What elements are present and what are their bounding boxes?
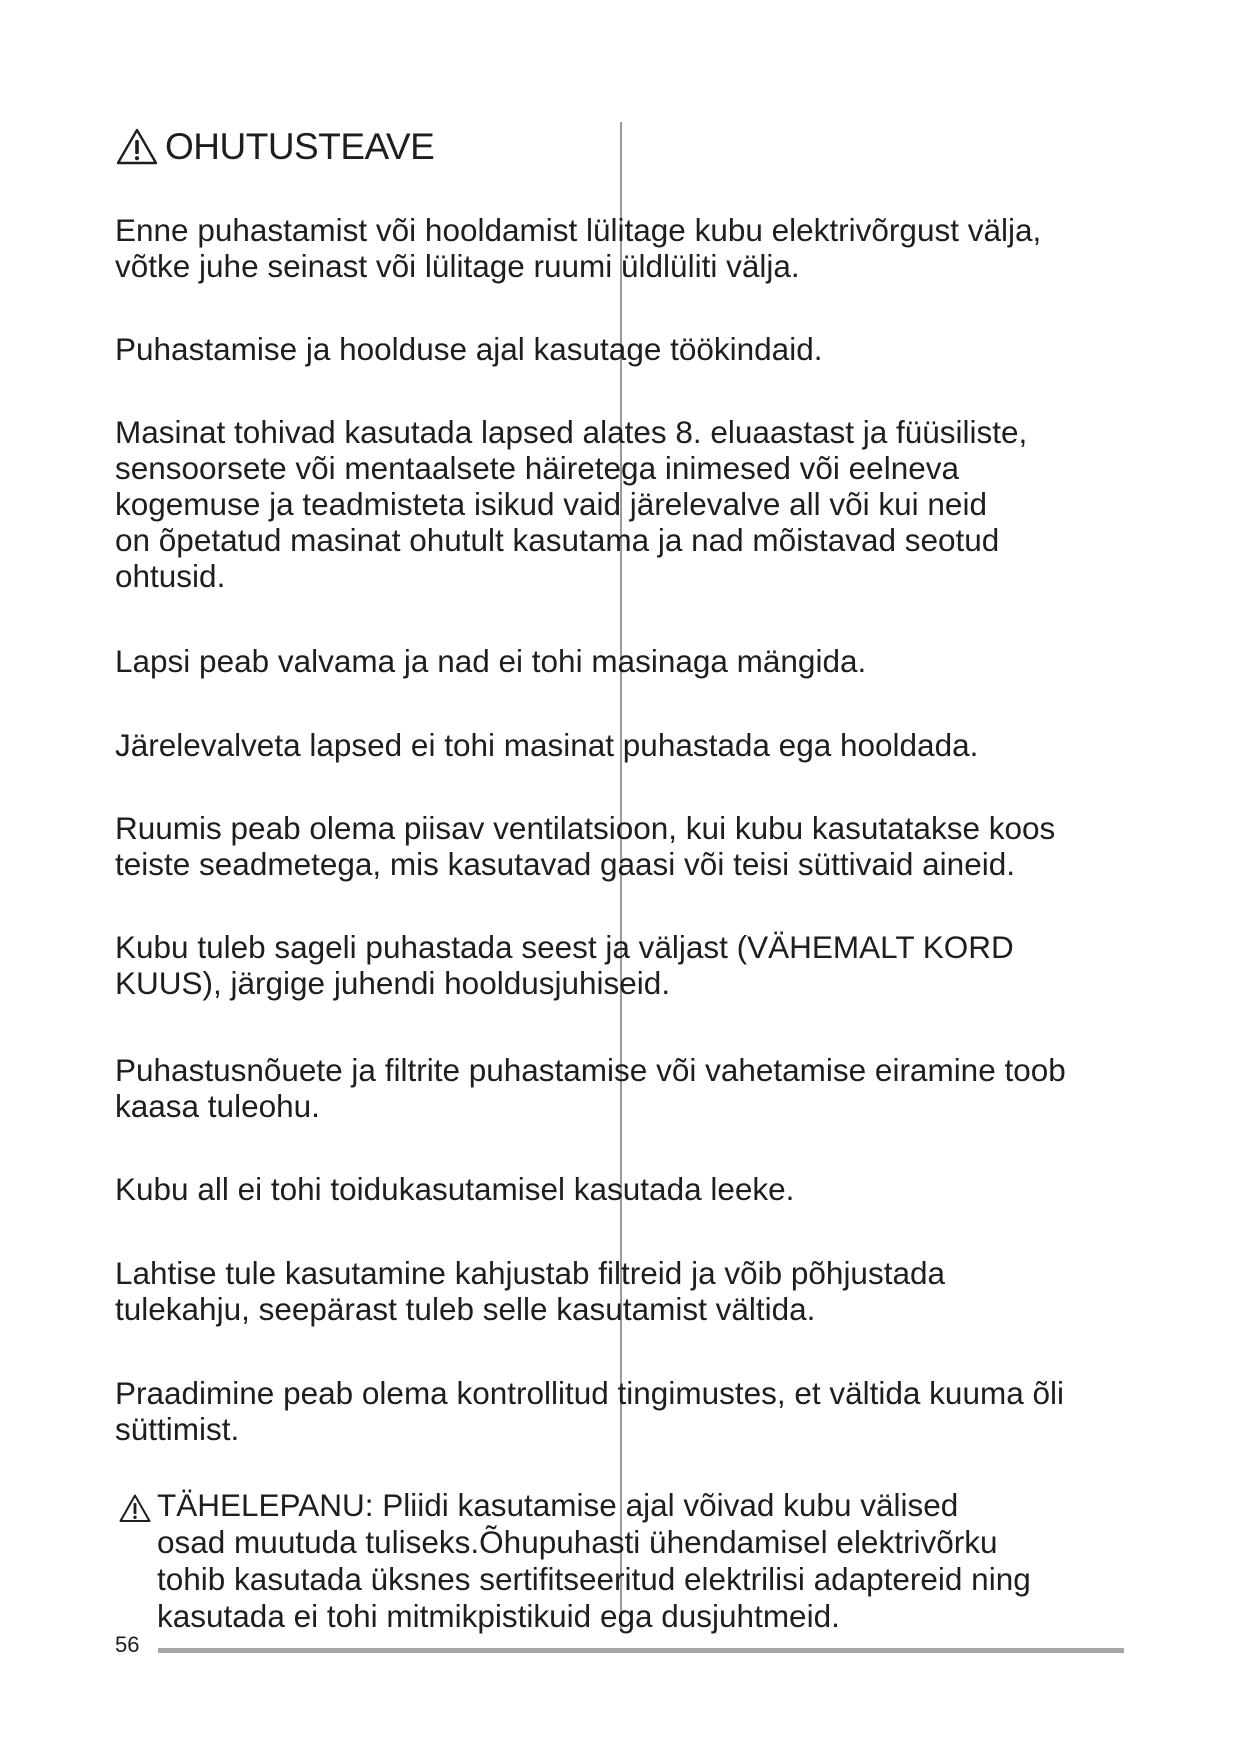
paragraph-children-play: Lapsi peab valvama ja nad ei tohi masinaga mängida.	[115, 643, 867, 679]
warning-triangle-icon	[115, 127, 159, 167]
section-heading	[115, 126, 434, 168]
paragraph-fire-risk: Puhastusnõuete ja filtrite puhastamise või vahetamise eiramine toob kaasa tuleohu.	[115, 1052, 1066, 1124]
footer-rule	[158, 1648, 1124, 1653]
paragraph-cleaning-frequency: Kubu tuleb sageli puhastada seest ja väljast (VÄHEMALT KORD KUUS), järgige juhendi hooldusjuhiseid.	[115, 929, 1014, 1001]
warning-triangle-icon	[118, 1493, 152, 1524]
page-number: 56	[115, 1632, 140, 1657]
paragraph-disconnect-power: Enne puhastamist või hooldamist lülitage kubu elektrivõrgust välja, võtke juhe seinast või lülitage ruumi üldlüliti välja.	[115, 212, 1042, 284]
paragraph-children-cleaning: Järelevalveta lapsed ei tohi masinat puhastada ega hooldada.	[115, 727, 979, 763]
paragraph-open-fire: Lahtise tule kasutamine kahjustab filtreid ja võib põhjustada tulekahju, seepärast tuleb selle kasutamist vältida.	[115, 1255, 946, 1327]
attention-note-text: TÄHELEPANU: Pliidi kasutamise ajal võivad kubu välised osad muutuda tuliseks.Õhupuhasti ühendamisel elektrivõrku tohib kasutada üksnes sertifitseeritud elektrilisi adaptereid ning kasutada ei tohi mitmikpistikuid ega dusjuhtmeid.	[157, 1487, 1031, 1634]
section-title: OHUTUSTEAVE	[165, 126, 435, 167]
paragraph-ventilation: Ruumis peab olema piisav ventilatsioon, kui kubu kasutatakse koos teiste seadmetega, mis kasutavad gaasi või teisi süttivaid aineid.	[115, 810, 1056, 882]
paragraph-frying: Praadimine peab olema kontrollitud tingimustes, et vältida kuuma õli süttimist.	[115, 1375, 1064, 1447]
paragraph-children-usage: Masinat tohivad kasutada lapsed alates 8. eluaastast ja füüsiliste, sensoorsete või mentaalsete häiretega inimesed või eelneva kogemuse ja teadmisteta isikud vaid järelevalve all või kui neid on õpetatud masinat ohutult kasutama ja nad mõistavad seotud ohtusid.	[115, 414, 1028, 594]
paragraph-no-flames: Kubu all ei tohi toidukasutamisel kasutada leeke.	[115, 1171, 795, 1207]
paragraph-work-gloves: Puhastamise ja hoolduse ajal kasutage töökindaid.	[115, 331, 823, 367]
